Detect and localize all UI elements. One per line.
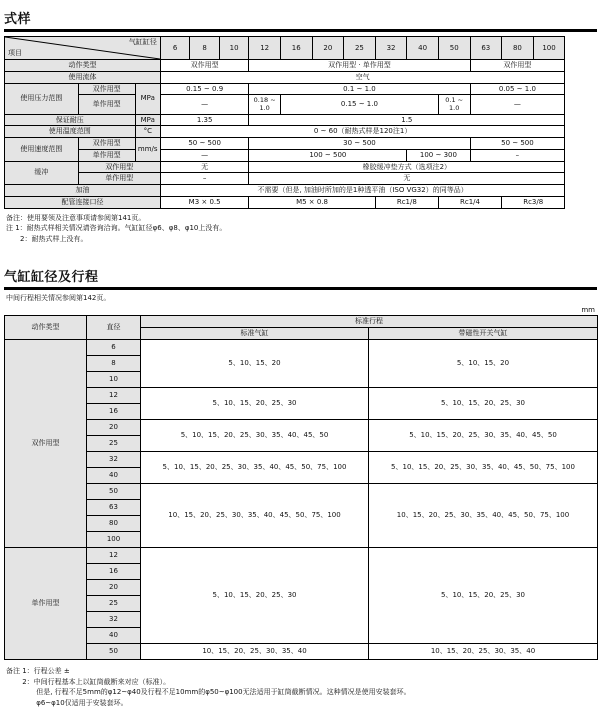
- cell-value: –: [470, 149, 565, 161]
- table-row: [5, 138, 597, 150]
- bore-value: 25: [87, 435, 141, 451]
- table-row: [5, 387, 598, 403]
- bore-header: 10: [219, 37, 248, 60]
- table-row: [5, 126, 597, 138]
- stroke-magnet: 5、10、15、20、25、30: [369, 547, 598, 643]
- bore-value: 40: [87, 627, 141, 643]
- table-row: [5, 95, 597, 114]
- row-sublabel: 单作用型: [78, 95, 135, 114]
- cell-value: 空气: [160, 71, 564, 83]
- stroke-standard: 5、10、15、20、25、30、35、40、45、50: [141, 419, 369, 451]
- bore-value: 32: [87, 611, 141, 627]
- section1-footnotes: [6, 213, 595, 245]
- section2-title: 气缸缸径及行程: [4, 270, 99, 285]
- table-row: [5, 451, 598, 467]
- header-corner: [5, 37, 161, 60]
- cell-value: Rc3/8: [502, 196, 565, 208]
- bore-value: 20: [87, 579, 141, 595]
- bore-value: 80: [87, 515, 141, 531]
- bore-header: 12: [249, 37, 281, 60]
- cell-value: 0 ~ 60（耐热式样是120注1）: [160, 126, 564, 138]
- row-sublabel: 单作用型: [78, 149, 135, 161]
- stroke-magnet: 10、15、20、25、30、35、40、45、50、75、100: [369, 483, 598, 547]
- header-standard-stroke: 标准行程: [141, 315, 598, 327]
- corner-row-label: 项目: [8, 49, 22, 58]
- bore-header: 40: [407, 37, 439, 60]
- cell-value: 1.5: [249, 114, 565, 126]
- bore-header: 16: [280, 37, 312, 60]
- stroke-standard: 10、15、20、25、30、35、40: [141, 643, 369, 659]
- corner-col-label: 气缸缸径: [128, 38, 157, 46]
- bore-value: 32: [87, 451, 141, 467]
- row-unit: MPa: [135, 114, 160, 126]
- bore-value: 12: [87, 547, 141, 563]
- spec-page: [0, 8, 601, 709]
- cell-value: 0.15 ~ 0.9: [160, 83, 248, 95]
- cell-value: 0.1 ~ 1.0: [438, 95, 470, 114]
- stroke-magnet: 5、10、15、20、25、30: [369, 387, 598, 419]
- cell-value: 双作用型: [160, 60, 248, 72]
- group-label-double-acting: 双作用型: [5, 339, 87, 547]
- cell-value: Rc1/4: [438, 196, 501, 208]
- stroke-magnet: 5、10、15、20、25、30、35、40、45、50: [369, 419, 598, 451]
- footnote: 备注：使用要领及注意事项请参阅第141页。: [6, 213, 146, 222]
- table-row: [5, 60, 597, 72]
- stroke-standard: 5、10、15、20、25、30: [141, 387, 369, 419]
- cell-value: 50 ~ 500: [160, 138, 248, 150]
- header-bore: 直径: [87, 315, 141, 339]
- row-unit: °C: [135, 126, 160, 138]
- bore-value: 100: [87, 531, 141, 547]
- cell-value: 0.18 ~ 1.0: [249, 95, 281, 114]
- cell-value: –: [160, 173, 248, 185]
- bore-value: 25: [87, 595, 141, 611]
- row-sublabel: 双作用型: [78, 138, 135, 150]
- stroke-magnet: 5、10、15、20: [369, 339, 598, 387]
- footnote: φ6~φ10仅适用于安装套环。: [6, 699, 128, 708]
- footnote: 注 1：耐热式样相关情况请咨询洽询。气缸缸径φ6、φ8、φ10上没有。: [6, 224, 227, 232]
- bore-value: 6: [87, 339, 141, 355]
- table-row: [5, 483, 598, 499]
- stroke-standard: 10、15、20、25、30、35、40、45、50、75、100: [141, 483, 369, 547]
- row-label: 缓冲: [5, 161, 79, 185]
- row-label: 使用速度范围: [5, 138, 79, 162]
- cell-value: 0.05 ~ 1.0: [470, 83, 565, 95]
- stroke-standard: 5、10、15、20、25、30、35、40、45、50、75、100: [141, 451, 369, 483]
- bore-value: 8: [87, 355, 141, 371]
- bore-value: 16: [87, 563, 141, 579]
- row-unit: MPa: [135, 83, 160, 114]
- row-label: 配管连接口径: [5, 196, 161, 208]
- section2-rule: [4, 287, 597, 290]
- cell-value: 100 ~ 500: [249, 149, 407, 161]
- bore-header: 20: [312, 37, 344, 60]
- bore-value: 16: [87, 403, 141, 419]
- cell-value: M5 × 0.8: [249, 196, 375, 208]
- cell-value: 无: [249, 173, 565, 185]
- cell-value: Rc1/8: [375, 196, 438, 208]
- cell-value: 不需要（但是, 加油时所加的是1种透平油（ISO VG32）的同等品）: [160, 185, 564, 197]
- table-row: [5, 161, 597, 173]
- header-standard-cylinder: 标准气缸: [141, 327, 369, 339]
- row-label: 动作类型: [5, 60, 161, 72]
- bore-header: 6: [160, 37, 189, 60]
- bore-value: 10: [87, 371, 141, 387]
- stroke-standard: 5、10、15、20、25、30: [141, 547, 369, 643]
- cell-value: 30 ~ 500: [249, 138, 470, 150]
- table-row: [5, 196, 597, 208]
- table-row: [5, 83, 597, 95]
- table-row: [5, 173, 597, 185]
- stroke-magnet: 5、10、15、20、25、30、35、40、45、50、75、100: [369, 451, 598, 483]
- group-label-single-acting: 单作用型: [5, 547, 87, 659]
- bore-stroke-table: [4, 315, 598, 660]
- section2-footnotes: [6, 666, 595, 709]
- bore-header: 100: [533, 37, 565, 60]
- cell-value: 无: [160, 161, 248, 173]
- table-row: [5, 149, 597, 161]
- bore-header: 8: [190, 37, 219, 60]
- row-label: 保证耐压: [5, 114, 136, 126]
- cell-value: 双作用型 · 单作用型: [249, 60, 470, 72]
- stroke-standard: 5、10、15、20: [141, 339, 369, 387]
- row-label: 使用流体: [5, 71, 161, 83]
- footnote: 备注 1：行程公差 ±: [6, 666, 70, 675]
- bore-value: 12: [87, 387, 141, 403]
- footnote: 2：耐热式样上没有。: [6, 234, 88, 243]
- cell-value: 100 ~ 300: [407, 149, 470, 161]
- cell-value: M3 × 0.5: [160, 196, 248, 208]
- table-row: [5, 185, 597, 197]
- cell-value: 1.35: [160, 114, 248, 126]
- row-label: 使用压力范围: [5, 83, 79, 114]
- unit-label: mm: [581, 305, 595, 314]
- bore-value: 20: [87, 419, 141, 435]
- row-unit: mm/s: [135, 138, 160, 162]
- cell-value: —: [160, 95, 248, 114]
- bore-value: 50: [87, 483, 141, 499]
- table-row: [5, 547, 598, 563]
- cell-value: 50 ~ 500: [470, 138, 565, 150]
- bore-header: 80: [502, 37, 534, 60]
- table-row: [5, 643, 598, 659]
- table-row: [5, 339, 598, 355]
- bore-header: 25: [344, 37, 376, 60]
- row-label: 使用温度范围: [5, 126, 136, 138]
- bore-value: 40: [87, 467, 141, 483]
- bore-value: 63: [87, 499, 141, 515]
- row-sublabel: 双作用型: [78, 83, 135, 95]
- title-rule: [4, 29, 597, 32]
- footnote: 2：中间行程基本上以缸筒截断来对应（标准）。: [6, 677, 171, 686]
- table-row: [5, 71, 597, 83]
- bore-header: 32: [375, 37, 407, 60]
- footnote: 但是, 行程不足5mm的φ12~φ40及行程不足10mm的φ50~φ100无法适用于缸筒截断情况。这种情况是使用安装套环。: [6, 688, 411, 697]
- cell-value: 0.1 ~ 1.0: [249, 83, 470, 95]
- table-row: [5, 114, 597, 126]
- bore-value: 50: [87, 643, 141, 659]
- cell-value: 0.15 ~ 1.0: [280, 95, 438, 114]
- table-header-row: [5, 37, 597, 60]
- table-row: [5, 419, 598, 435]
- page-title: 式样: [4, 12, 32, 27]
- cell-value: —: [160, 149, 248, 161]
- specifications-table: [4, 36, 597, 209]
- table-header-row: [5, 315, 598, 327]
- header-magnet-cylinder: 带磁性开关气缸: [369, 327, 598, 339]
- cell-value: 橡胶缓冲垫方式（选项注2）: [249, 161, 565, 173]
- bore-header: 63: [470, 37, 502, 60]
- bore-header: 50: [438, 37, 470, 60]
- section2-note: 中间行程相关情况参阅第142页。: [6, 294, 111, 302]
- cell-value: —: [470, 95, 565, 114]
- cell-value: 双作用型: [470, 60, 565, 72]
- row-label: 加油: [5, 185, 161, 197]
- row-sublabel: 单作用型: [78, 173, 160, 185]
- row-sublabel: 双作用型: [78, 161, 160, 173]
- header-action-type: 动作类型: [5, 315, 87, 339]
- stroke-magnet: 10、15、20、25、30、35、40: [369, 643, 598, 659]
